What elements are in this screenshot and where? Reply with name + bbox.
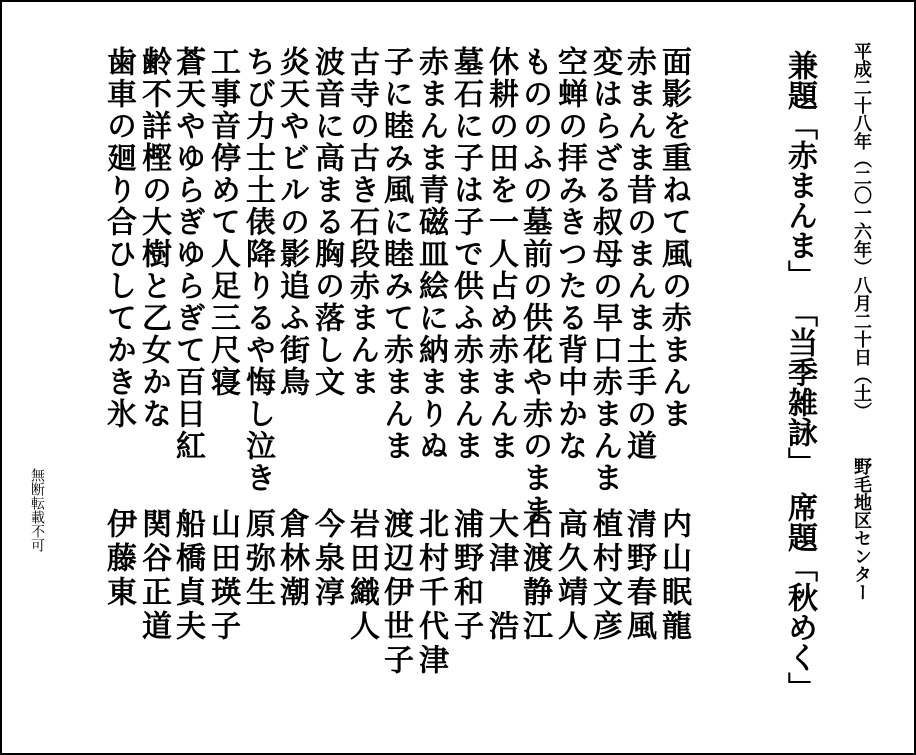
poet-name: 岩田織人 (344, 508, 379, 644)
poet-name: 内山眠龍 (656, 508, 691, 644)
haiku-line: 波音に高まる胸の落し文 (309, 46, 344, 398)
poet-name: 石渡静江 (517, 508, 552, 644)
haiku-line: もののふの墓前の供花や赤のまま (517, 46, 552, 526)
poet-name: 植村文彦 (587, 508, 622, 644)
haiku-line: 赤まんま昔のまんま土手の道 (621, 46, 656, 462)
haiku-line: 墓石に子は子で供ふ赤まんま (448, 46, 483, 462)
haiku-line: 空蝉の拝みきつたる背中かな (552, 46, 587, 462)
poet-name: 浦野和子 (448, 508, 483, 644)
theme-kendai: 兼題「赤まんま」 (782, 50, 817, 290)
poet-name: 山田瑛子 (205, 508, 240, 644)
poet-name: 船橋貞夫 (170, 508, 205, 644)
poet-name: 倉林潮 (274, 508, 309, 610)
poet-name: 渡辺伊世子 (378, 508, 413, 678)
haiku-line: 歯車の廻り合ひしてかき氷 (101, 46, 136, 430)
haiku-line: 休耕の田を一人占め赤まんま (483, 46, 518, 462)
theme-toki-seki: 「当季雑詠」 席題「秋めく」 (782, 297, 817, 702)
poet-name: 大津 浩 (483, 508, 518, 644)
poet-name: 関谷正道 (136, 508, 171, 644)
date-header: 平成二十八年（二〇一六年）八月二十日（土） (851, 42, 872, 420)
poet-name: 清野春風 (621, 508, 656, 644)
venue-label: 野毛地区センター (851, 457, 872, 601)
haiku-line: 変はらざる叔母の早口赤まんま (587, 46, 622, 494)
haiku-line: 齢不詳樫の大樹と乙女かな (136, 46, 171, 430)
haiku-line: 面影を重ねて風の赤まんま (656, 46, 691, 430)
poet-name: 原弥生 (240, 508, 275, 610)
haiku-line: 炎天やビルの影追ふ街鳥 (274, 46, 309, 398)
copyright-note: 無断転載不可 (29, 468, 45, 552)
haiku-line: 工事音停めて人足三尺寝 (205, 46, 240, 398)
poet-name: 高久靖人 (552, 508, 587, 644)
haiku-line: 赤まんま青磁皿絵に納まりぬ (413, 46, 448, 462)
poet-name: 伊藤東 (101, 508, 136, 610)
poet-name: 今泉淳 (309, 508, 344, 610)
poet-name: 北村千代津 (413, 508, 448, 678)
haiku-line: ちび力士土俵降りるや悔し泣き (240, 46, 275, 494)
haiku-line: 古寺の古き石段赤まんま (344, 46, 379, 398)
haiku-line: 子に睦み風に睦みて赤まんま (378, 46, 413, 462)
haiku-line: 蒼天やゆらぎゆらぎて百日紅 (170, 46, 205, 462)
